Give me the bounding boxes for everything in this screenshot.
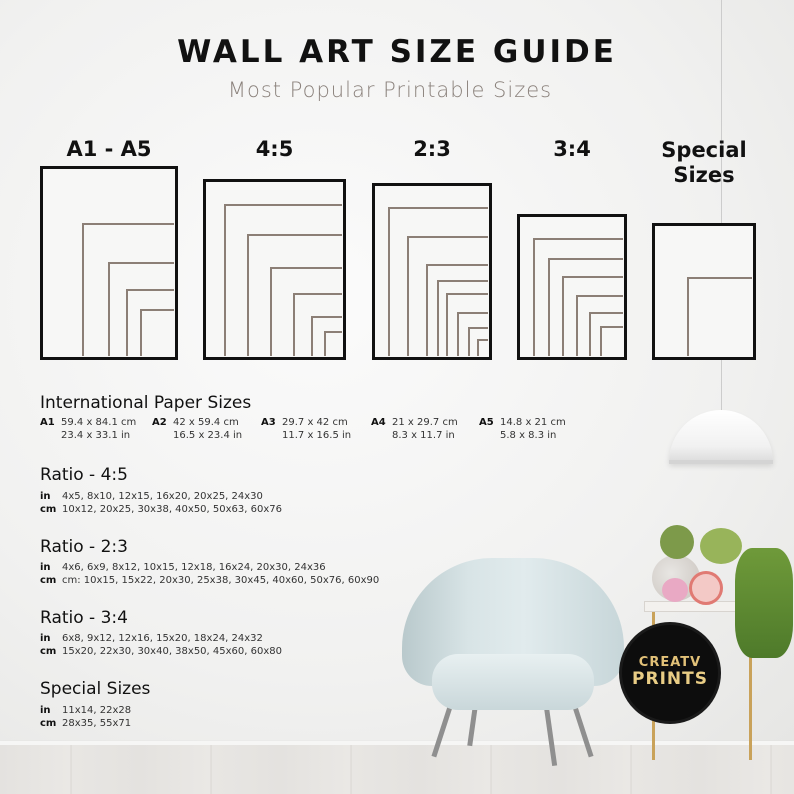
logo-line2: PRINTS [632,669,708,689]
paper-cm: 14.8 x 21 cm [500,417,566,428]
heading-ratio-2-3: Ratio - 2:3 [40,537,128,557]
paper-cm: 29.7 x 42 cm [282,417,348,428]
paper-key: A2 [152,417,167,428]
heading-ratio-4-5: Ratio - 4:5 [40,465,128,485]
nested-sizes-e [655,226,752,356]
frame-2-3 [372,183,492,360]
succulent-plant [700,528,742,564]
ratio-4-5-cm-row [40,503,282,516]
frame-label-2-3: 2:3 [413,137,451,161]
cactus-plant [660,525,694,559]
hanging-plant [735,548,793,658]
frame-label-special-line2: Sizes [673,163,735,187]
frame-label-4-5: 4:5 [255,137,294,161]
ratio-3-4-cm-row [40,645,282,658]
special-cm-row [40,717,131,730]
frame-special [652,223,756,360]
unit-label: cm [40,504,57,515]
armchair-seat [432,654,594,710]
creatv-prints-logo [622,625,718,721]
pink-vase [662,578,688,602]
ratio-2-3-in-row [40,561,326,574]
frame-4-5 [203,179,346,360]
paper-in: 11.7 x 16.5 in [282,430,352,441]
pendant-lamp-rim [669,460,773,464]
heading-special-sizes: Special Sizes [40,679,151,699]
sizes-in: 4x5, 8x10, 12x15, 16x20, 20x25, 24x30 [62,491,263,502]
nested-sizes-a [43,169,174,356]
unit-label: in [40,633,51,644]
sizes-cm: 15x20, 22x30, 30x40, 38x50, 45x60, 60x80 [62,646,282,657]
paper-in: 23.4 x 33.1 in [61,430,131,441]
paper-cm: 21 x 29.7 cm [392,417,458,428]
nested-sizes-d [520,217,623,356]
heading-paper-sizes: International Paper Sizes [40,393,252,413]
wood-floor [0,745,794,794]
paper-cm: 59.4 x 84.1 cm [61,417,137,428]
heading-ratio-3-4: Ratio - 3:4 [40,608,128,628]
frame-label-special [645,138,763,188]
sizes-cm: 10x12, 20x25, 30x38, 40x50, 50x63, 60x76 [62,504,282,515]
alarm-clock [689,571,723,605]
sizes-cm: cm: 10x15, 15x22, 20x30, 25x38, 30x45, 40x60, 50x76, 60x90 [62,575,380,586]
unit-label: cm [40,718,57,729]
paper-key: A5 [479,417,494,428]
page-subtitle: Most Popular Printable Sizes [227,78,553,102]
nested-sizes-c [375,186,488,356]
ratio-4-5-in-row [40,490,263,503]
frame-label-special-line1: Special [661,138,747,162]
ratio-3-4-in-row [40,632,263,645]
page-title: WALL ART SIZE GUIDE [177,34,617,70]
paper-cm: 42 x 59.4 cm [173,417,239,428]
ratio-2-3-cm-row [40,574,379,587]
paper-key: A4 [371,417,386,428]
paper-in: 8.3 x 11.7 in [392,430,455,441]
paper-in: 5.8 x 8.3 in [500,430,557,441]
frame-label-3-4: 3:4 [553,137,591,161]
special-in-row [40,704,131,717]
unit-label: in [40,705,51,716]
paper-in: 16.5 x 23.4 in [173,430,243,441]
paper-key: A1 [40,417,55,428]
frame-label-a1-a5: A1 - A5 [66,137,152,161]
unit-label: in [40,491,51,502]
unit-label: in [40,562,51,573]
unit-label: cm [40,646,57,657]
sizes-in: 11x14, 22x28 [62,705,132,716]
logo-line1: CREATV [638,655,702,670]
frame-a1-a5 [40,166,178,360]
frame-3-4 [517,214,627,360]
sizes-in: 4x6, 6x9, 8x12, 10x15, 12x18, 16x24, 20x30, 24x36 [62,562,326,573]
paper-key: A3 [261,417,276,428]
nested-sizes-b [206,182,342,356]
sizes-in: 6x8, 9x12, 12x16, 15x20, 18x24, 24x32 [62,633,263,644]
unit-label: cm [40,575,57,586]
sizes-cm: 28x35, 55x71 [62,718,132,729]
